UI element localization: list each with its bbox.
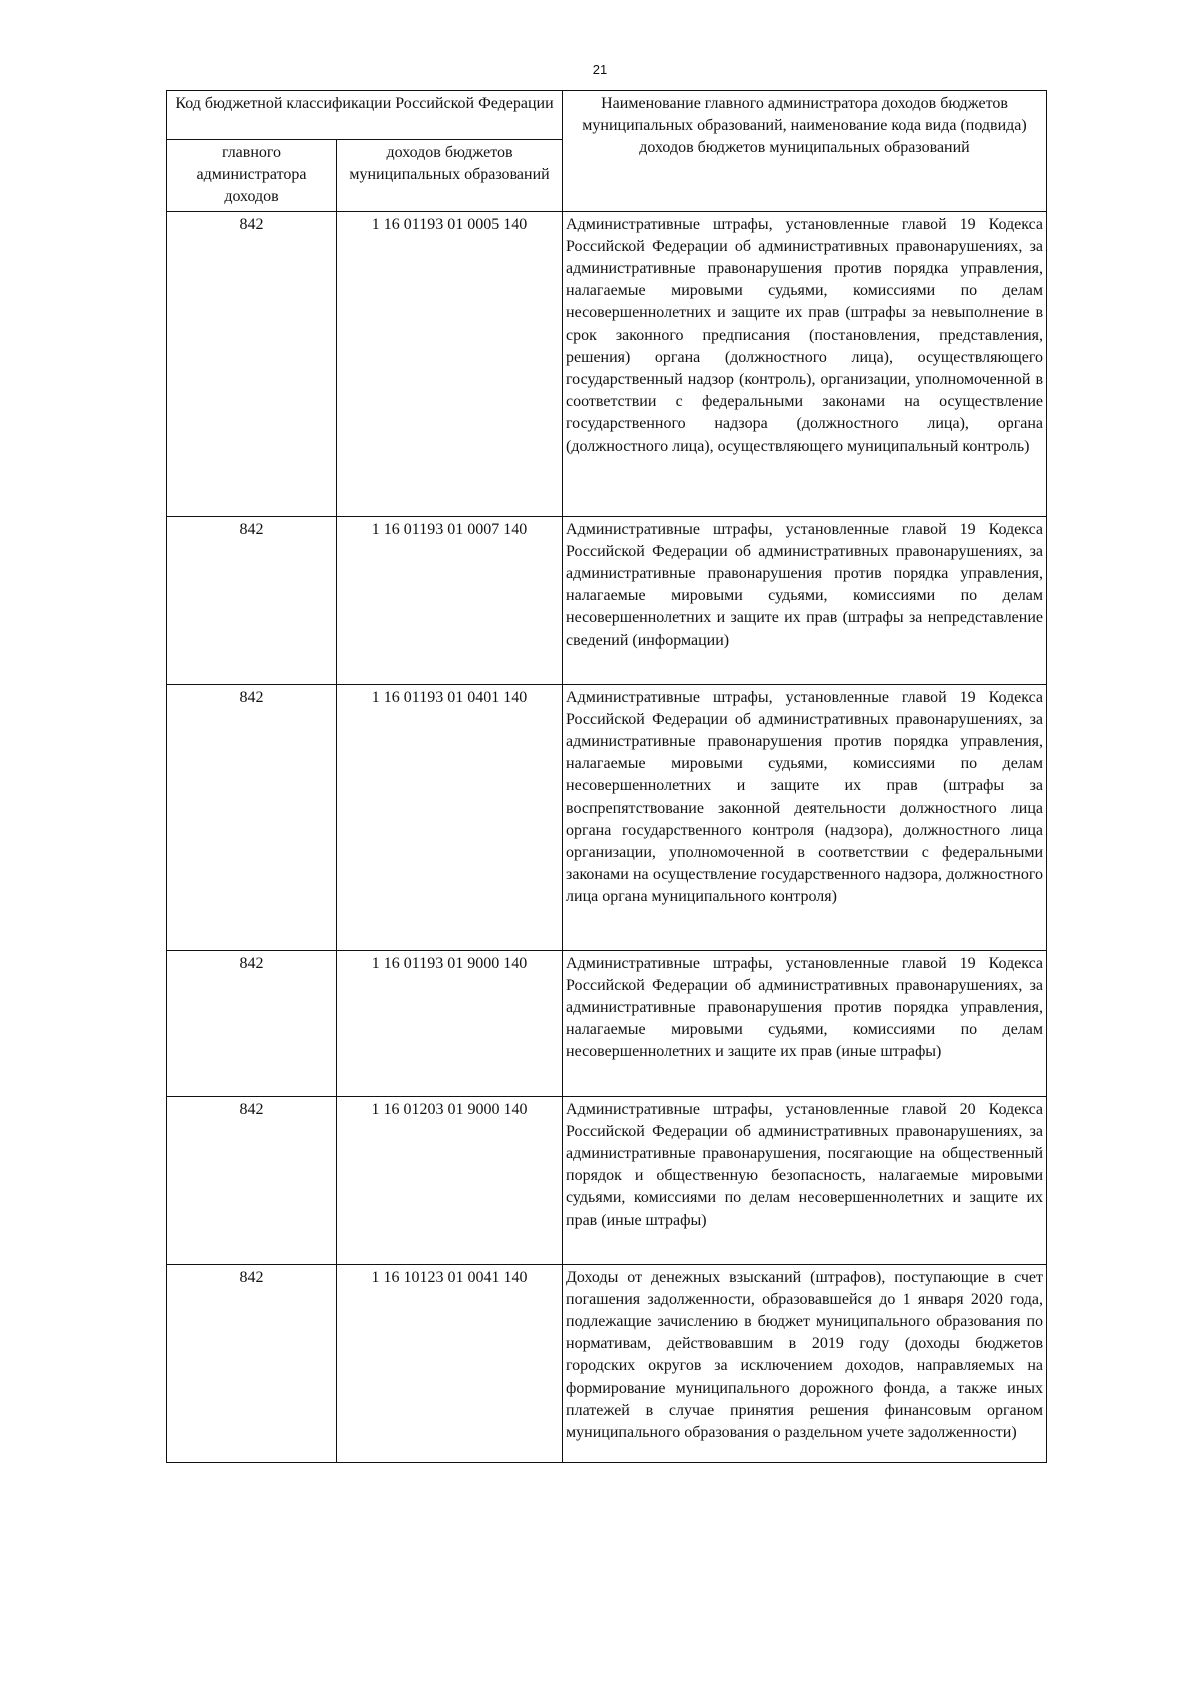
admin-code-cell: 842 [167,1264,337,1462]
table-row [167,1264,1047,1462]
table-row [167,684,1047,950]
table-row [167,1096,1047,1264]
table-header [167,91,1047,212]
income-name-cell: Административные штрафы, установленные главой 19 Кодекса Российской Федерации об административных правонарушениях, за административные правонарушения против порядка управления, налагаемые мировыми судьями, комиссиями по делам несовершеннолетних и защите их прав (штрафы за невыполнение в срок законного предписания (постановления, представления, решения) органа (должностного лица), осуществляющего государственный надзор (контроль), организации, уполномоченной в соответствии с федеральными законами на осуществление государственного надзора (должностного лица), органа (должностного лица), осуществляющего муниципальный контроль) [563,211,1047,516]
income-name-cell: Административные штрафы, установленные главой 19 Кодекса Российской Федерации об административных правонарушениях, за административные правонарушения против порядка управления, налагаемые мировыми судьями, комиссиями по делам несовершеннолетних и защите их прав (иные штрафы) [563,950,1047,1096]
admin-code-cell: 842 [167,211,337,516]
income-code-cell: 1 16 01193 01 0401 140 [337,684,563,950]
header-budget-classification-code: Код бюджетной классификации Российской Федерации [167,91,563,140]
table-row [167,516,1047,684]
budget-classification-table [166,90,1047,1463]
admin-code-cell: 842 [167,684,337,950]
income-code-cell: 1 16 01193 01 9000 140 [337,950,563,1096]
header-municipal-income: доходов бюджетов муниципальных образований [337,140,563,212]
admin-code-cell: 842 [167,1096,337,1264]
income-code-cell: 1 16 01193 01 0005 140 [337,211,563,516]
table-body [167,211,1047,1462]
page-number: 21 [592,62,608,77]
income-name-cell: Доходы от денежных взысканий (штрафов), поступающие в счет погашения задолженности, образовавшейся до 1 января 2020 года, подлежащие зачислению в бюджет муниципального образования по нормативам, действовавшим в 2019 году (доходы бюджетов городских округов за исключением доходов, направляемых на формирование муниципального дорожного фонда, а также иных платежей в случае принятия решения финансовым органом муниципального образования о раздельном учете задолженности) [563,1264,1047,1462]
income-code-cell: 1 16 01193 01 0007 140 [337,516,563,684]
admin-code-cell: 842 [167,516,337,684]
income-name-cell: Административные штрафы, установленные главой 19 Кодекса Российской Федерации об административных правонарушениях, за административные правонарушения против порядка управления, налагаемые мировыми судьями, комиссиями по делам несовершеннолетних и защите их прав (штрафы за непредставление сведений (информации) [563,516,1047,684]
table-row [167,950,1047,1096]
header-administrator-name: Наименование главного администратора доходов бюджетов муниципальных образований, наименование кода вида (подвида) доходов бюджетов муниципальных образований [563,91,1047,212]
income-code-cell: 1 16 01203 01 9000 140 [337,1096,563,1264]
income-code-cell: 1 16 10123 01 0041 140 [337,1264,563,1462]
admin-code-cell: 842 [167,950,337,1096]
income-name-cell: Административные штрафы, установленные главой 20 Кодекса Российской Федерации об административных правонарушениях, за административные правонарушения, посягающие на общественный порядок и общественную безопасность, налагаемые мировыми судьями, комиссиями по делам несовершеннолетних и защите их прав (иные штрафы) [563,1096,1047,1264]
table-row [167,211,1047,516]
income-name-cell: Административные штрафы, установленные главой 19 Кодекса Российской Федерации об административных правонарушениях, за административные правонарушения против порядка управления, налагаемые мировыми судьями, комиссиями по делам несовершеннолетних и защите их прав (штрафы за воспрепятствование законной деятельности должностного лица органа государственного контроля (надзора), должностного лица организации, уполномоченной в соответствии с федеральными законами на осуществление государственного надзора, должностного лица органа муниципального контроля) [563,684,1047,950]
header-main-administrator: главного администратора доходов [167,140,337,212]
